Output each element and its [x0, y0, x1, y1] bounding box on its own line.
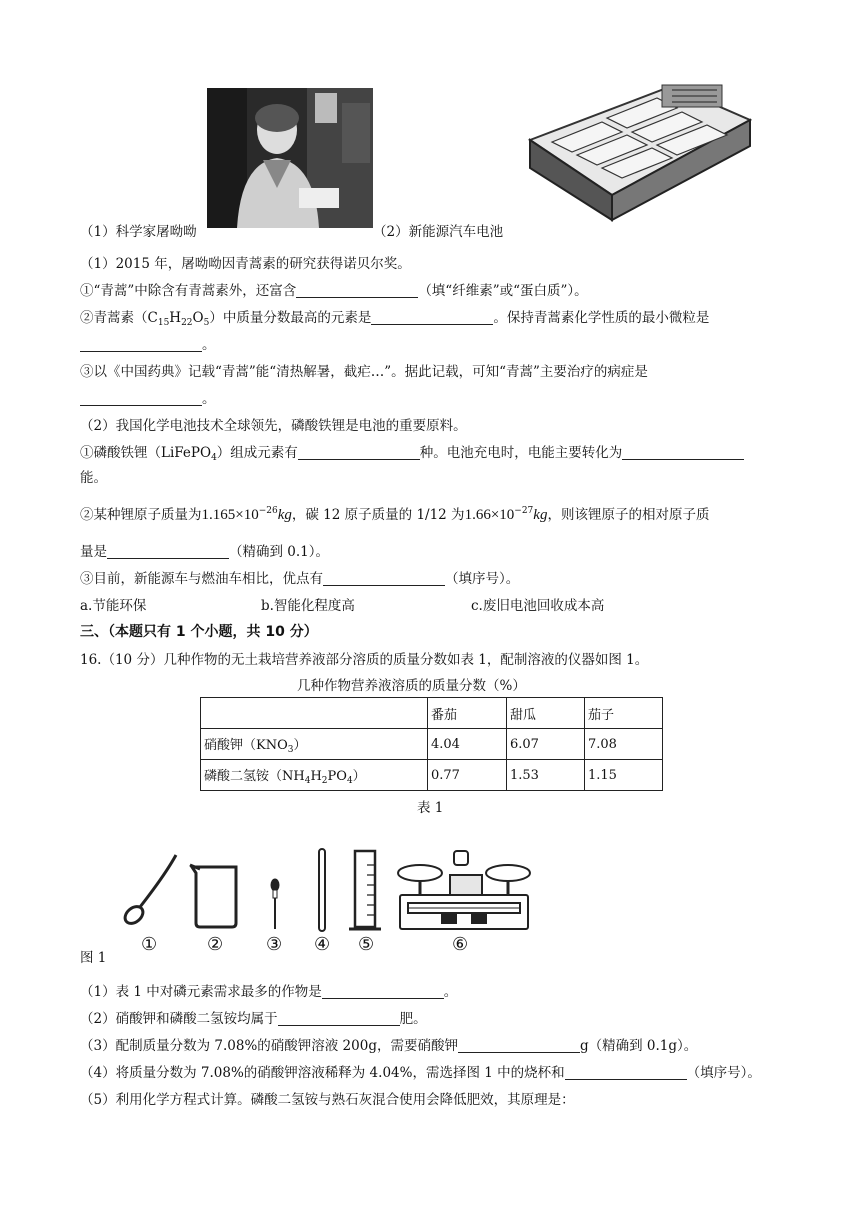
- photo-caption: （1）科学家屠呦呦: [80, 224, 197, 240]
- q16-s5: （5）利用化学方程式计算。磷酸二氢铵与熟石灰混合使用会降低肥效，其原理是：: [80, 1092, 575, 1108]
- battery-image: [522, 80, 752, 230]
- glass-rod-icon: [319, 849, 325, 931]
- q15-p1-a: ①“青蒿”中除含有青蒿素外，还富含 （填“纤维素”或“蛋白质”）。: [80, 283, 588, 299]
- dropper-icon: [271, 879, 279, 929]
- table-header: 番茄: [428, 698, 507, 729]
- option-a: a.节能环保: [80, 598, 147, 614]
- nutrient-table: [200, 697, 663, 791]
- table-header: 茄子: [585, 698, 663, 729]
- table-row: [201, 729, 663, 760]
- answer-blank[interactable]: [622, 445, 744, 460]
- answer-blank[interactable]: [458, 1038, 580, 1053]
- figure-label: 图 1: [80, 950, 107, 966]
- answer-blank[interactable]: [80, 337, 202, 352]
- q15-p2-a-cont: 能。: [80, 470, 107, 486]
- table-cell: 6.07: [507, 729, 585, 760]
- beaker-icon: [190, 865, 236, 927]
- table-header: 甜瓜: [507, 698, 585, 729]
- q15-p1-c-cont: 。: [80, 387, 216, 407]
- table-cell: [201, 698, 428, 729]
- option-b: b.智能化程度高: [261, 598, 355, 614]
- instrument-label: ③: [266, 934, 283, 955]
- answer-blank[interactable]: [371, 310, 493, 325]
- instrument-label: ④: [314, 934, 331, 955]
- instrument-label: ①: [141, 934, 158, 955]
- graduated-cylinder-icon: [349, 851, 381, 929]
- table-cell: 0.77: [428, 760, 507, 791]
- q15-p2-c: ③目前，新能源车与燃油车相比，优点有 （填序号）。: [80, 571, 520, 587]
- balance-scale-icon: [398, 851, 530, 929]
- q15-p2-b: ②某种锂原子质量为$1.165\times 10^{-26}kg$，碳 12 原子质量的 1/12 为$1.66\times 10^{-27}kg$，则该锂原子的相对原子质: [80, 506, 710, 523]
- row-label: 磷酸二氢铵$(NH_4H_2PO_4)$: [201, 760, 428, 791]
- q15-p2-b-cont: 量是 （精确到 0.1）。: [80, 544, 330, 560]
- table-cell: 1.15: [585, 760, 663, 791]
- answer-blank[interactable]: [322, 984, 444, 999]
- battery-caption: （2）新能源汽车电池: [373, 224, 504, 240]
- option-c: c.废旧电池回收成本高: [471, 598, 605, 614]
- answer-blank[interactable]: [278, 1011, 400, 1026]
- answer-blank[interactable]: [323, 571, 445, 586]
- q15-p1-intro: （1）2015 年，屠呦呦因青蒿素的研究获得诺贝尔奖。: [80, 256, 411, 272]
- q16-s3: （3）配制质量分数为 7.08%的硝酸钾溶液 200g，需要硝酸钾 g（精确到 0.1g）。: [80, 1038, 698, 1054]
- instrument-label: ⑤: [358, 934, 375, 955]
- spoon-icon: [122, 855, 176, 927]
- answer-blank[interactable]: [296, 283, 418, 298]
- q15-p1-b-cont: 。: [80, 333, 216, 353]
- scientist-photo: [207, 88, 373, 228]
- table-cell: 1.53: [507, 760, 585, 791]
- row-label: 硝酸钾$(KNO_3)$: [201, 729, 428, 760]
- section-heading: 三、（本题只有 1 个小题，共 10 分）: [80, 624, 318, 640]
- table-title: 几种作物营养液溶质的质量分数（%）: [297, 678, 526, 694]
- table-cell: 4.04: [428, 729, 507, 760]
- instrument-label: ⑥: [452, 934, 469, 955]
- table-row: [201, 760, 663, 791]
- answer-blank[interactable]: [298, 445, 420, 460]
- answer-blank[interactable]: [565, 1065, 687, 1080]
- q15-p2-intro: （2）我国化学电池技术全球领先，磷酸铁锂是电池的重要原料。: [80, 418, 467, 434]
- q15-p2-a: ①磷酸铁锂（LiFePO$_4$）组成元素有 种。电池充电时，电能主要转化为: [80, 441, 744, 463]
- q15-p1-b: ②青蒿素$(C_{15}H_{22}O_5)$中质量分数最高的元素是 。保持青蒿素化学性质的最小微粒是: [80, 310, 710, 328]
- answer-blank[interactable]: [80, 391, 202, 406]
- q16-s4: （4）将质量分数为 7.08%的硝酸钾溶液稀释为 4.04%，需选择图 1 中的烧杯和 （填序号）。: [80, 1065, 761, 1081]
- instrument-label: ②: [207, 934, 224, 955]
- table-row: [201, 698, 663, 729]
- answer-blank[interactable]: [107, 544, 229, 559]
- table-caption: 表 1: [417, 800, 444, 816]
- table-cell: 7.08: [585, 729, 663, 760]
- q16-intro: 16.（10 分）几种作物的无土栽培营养液部分溶质的质量分数如表 1，配制溶液的仪器如图 1。: [80, 652, 649, 668]
- q16-s2: （2）硝酸钾和磷酸二氢铵均属于 肥。: [80, 1011, 427, 1027]
- q15-p1-c: ③以《中国药典》记载“青蒿”能“清热解暑，截疟…”。据此记载，可知“青蒿”主要治疗的病症是: [80, 364, 648, 380]
- q16-s1: （1）表 1 中对磷元素需求最多的作物是 。: [80, 984, 458, 1000]
